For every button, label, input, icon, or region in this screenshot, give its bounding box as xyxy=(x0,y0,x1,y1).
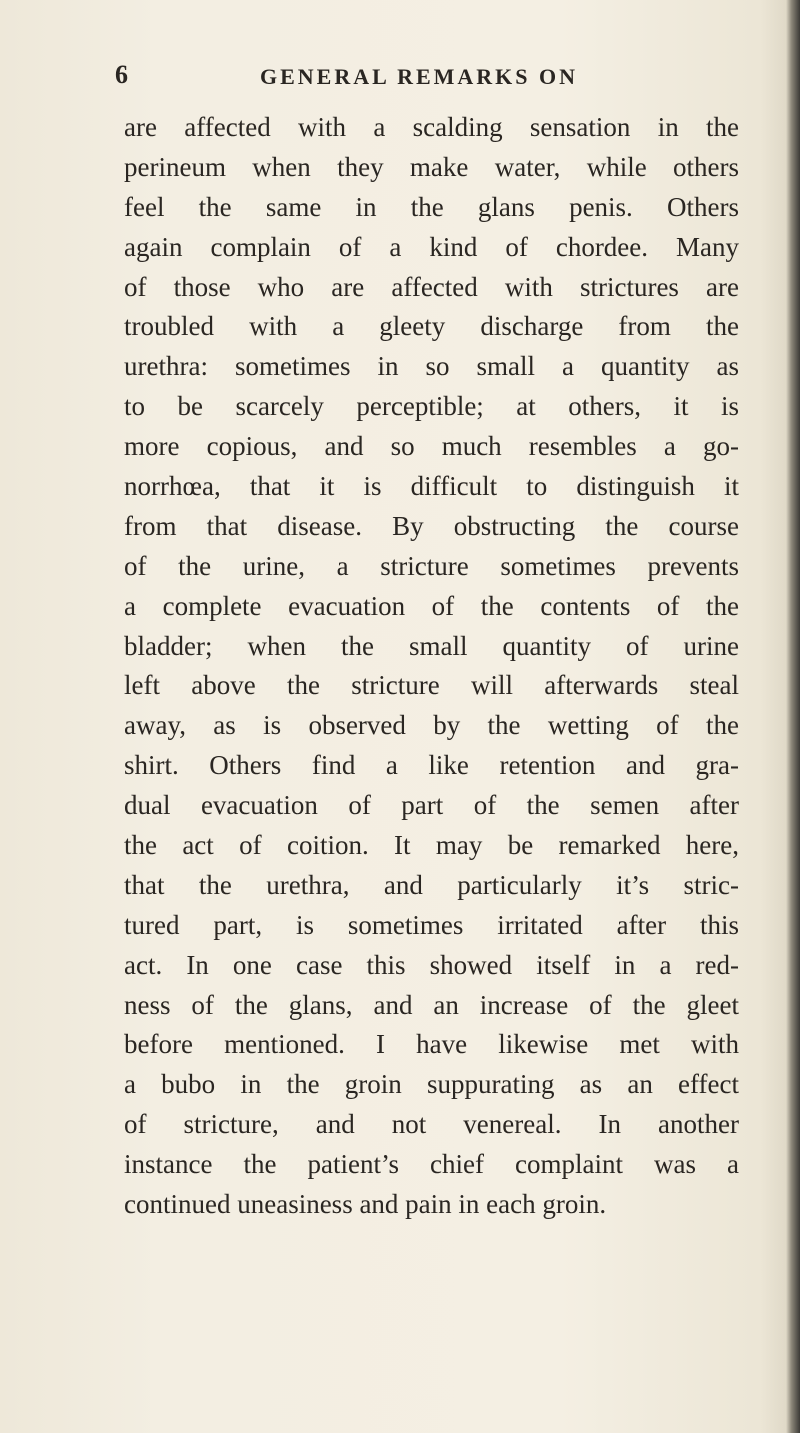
body-text xyxy=(124,108,739,1225)
page-number: 6 xyxy=(115,60,128,89)
text-line: continued uneasiness and pain in each groin. xyxy=(124,1189,607,1220)
text-line: troubled with a gleety discharge from the xyxy=(124,311,739,342)
text-line: before mentioned. I have likewise met with xyxy=(124,1029,739,1060)
text-line: ness of the glans, and an increase of the gleet xyxy=(124,989,739,1020)
running-title: GENERAL REMARKS ON xyxy=(260,64,579,89)
text-line: norrhœa, that it is difficult to distinguish it xyxy=(124,471,739,502)
text-line: dual evacuation of part of the semen after xyxy=(124,790,739,821)
running-head xyxy=(115,60,715,100)
text-line: of stricture, and not venereal. In another xyxy=(124,1109,739,1140)
text-line: away, as is observed by the wetting of the xyxy=(124,710,739,741)
text-line: are affected with a scalding sensation in the xyxy=(124,112,739,142)
page-edge-shadow xyxy=(786,0,800,1433)
text-line: of the urine, a stricture sometimes prevents xyxy=(124,550,739,581)
text-line: a bubo in the groin suppurating as an effect xyxy=(124,1069,739,1100)
text-line: shirt. Others find a like retention and gra- xyxy=(124,750,739,781)
text-line: from that disease. By obstructing the course xyxy=(124,510,739,541)
text-line: feel the same in the glans penis. Others xyxy=(124,191,739,222)
text-line: again complain of a kind of chordee. Many xyxy=(124,231,739,262)
text-line: more copious, and so much resembles a go- xyxy=(124,431,739,462)
text-line: bladder; when the small quantity of urine xyxy=(124,630,739,661)
text-line: perineum when they make water, while others xyxy=(124,151,739,182)
text-line: a complete evacuation of the contents of the xyxy=(124,590,739,621)
text-line: to be scarcely perceptible; at others, it is xyxy=(124,391,739,422)
text-line: urethra: sometimes in so small a quantity as xyxy=(124,351,739,382)
text-line: of those who are affected with strictures are xyxy=(124,271,739,302)
text-line: the act of coition. It may be remarked here, xyxy=(124,830,739,861)
text-line: instance the patient’s chief complaint was a xyxy=(124,1149,739,1180)
text-line: left above the stricture will afterwards steal xyxy=(124,670,739,701)
text-line: tured part, is sometimes irritated after this xyxy=(124,909,739,940)
text-line: act. In one case this showed itself in a red- xyxy=(124,949,739,980)
text-line: that the urethra, and particularly it’s stric- xyxy=(124,869,739,900)
